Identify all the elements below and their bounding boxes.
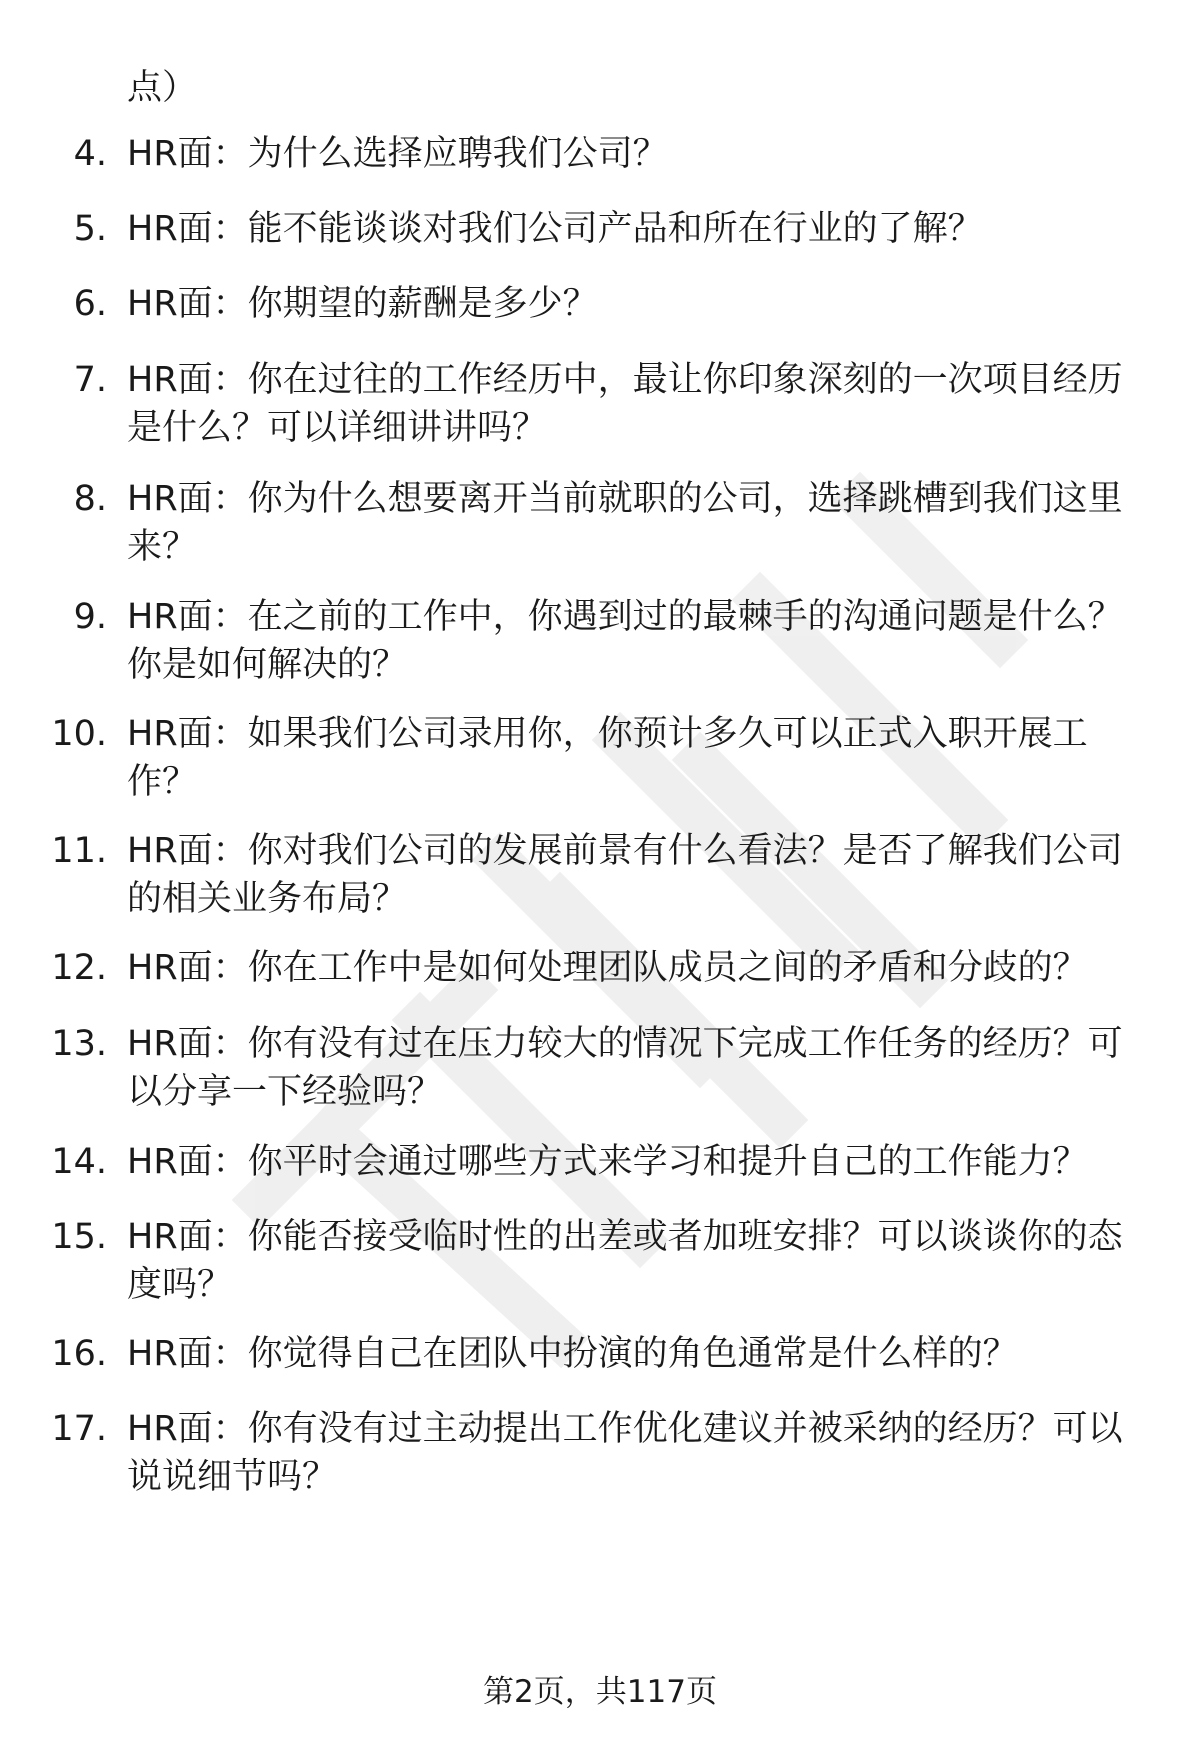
item-number: 9. (73, 597, 107, 637)
item-text: HR面：为什么选择应聘我们公司？ (127, 134, 668, 174)
item-text: HR面：你平时会通过哪些方式来学习和提升自己的工作能力？ (127, 1142, 1088, 1182)
item-text: HR面：你在过往的工作经历中，最让你印象深刻的一次项目经历是什么？可以详细讲讲吗？ (127, 360, 1123, 448)
item-text: HR面：你有没有过主动提出工作优化建议并被采纳的经历？可以说说细节吗？ (127, 1409, 1123, 1497)
item-text: HR面：你期望的薪酬是多少？ (127, 284, 598, 324)
item-text: HR面：你在工作中是如何处理团队成员之间的矛盾和分歧的？ (127, 948, 1088, 988)
item-text: HR面：你为什么想要离开当前就职的公司，选择跳槽到我们这里来？ (127, 479, 1123, 567)
item-number: 6. (73, 284, 107, 324)
page-footer: 第2页，共117页 (483, 1674, 717, 1710)
item-number: 5. (73, 209, 107, 249)
item-number: 7. (73, 360, 107, 400)
item-text: HR面：你能否接受临时性的出差或者加班安排？可以谈谈你的态度吗？ (127, 1217, 1123, 1305)
item-number: 17. (51, 1409, 107, 1449)
item-text: HR面：在之前的工作中，你遇到过的最棘手的沟通问题是什么？你是如何解决的？ (127, 597, 1123, 685)
item-text: HR面：能不能谈谈对我们公司产品和所在行业的了解？ (127, 209, 983, 249)
item-text: HR面：如果我们公司录用你，你预计多久可以正式入职开展工作？ (127, 714, 1088, 802)
continued-text: 点） (127, 68, 198, 108)
item-number: 14. (51, 1142, 107, 1182)
item-number: 8. (73, 479, 107, 519)
item-number: 13. (51, 1024, 107, 1064)
item-number: 12. (51, 948, 107, 988)
item-number: 11. (51, 831, 107, 871)
item-number: 15. (51, 1217, 107, 1257)
item-number: 10. (51, 714, 107, 754)
item-text: HR面：你对我们公司的发展前景有什么看法？是否了解我们公司的相关业务布局？ (127, 831, 1123, 919)
item-number: 16. (51, 1334, 107, 1374)
item-text: HR面：你觉得自己在团队中扮演的角色通常是什么样的？ (127, 1334, 1018, 1374)
item-number: 4. (73, 134, 107, 174)
item-text: HR面：你有没有过在压力较大的情况下完成工作任务的经历？可以分享一下经验吗？ (127, 1024, 1123, 1112)
